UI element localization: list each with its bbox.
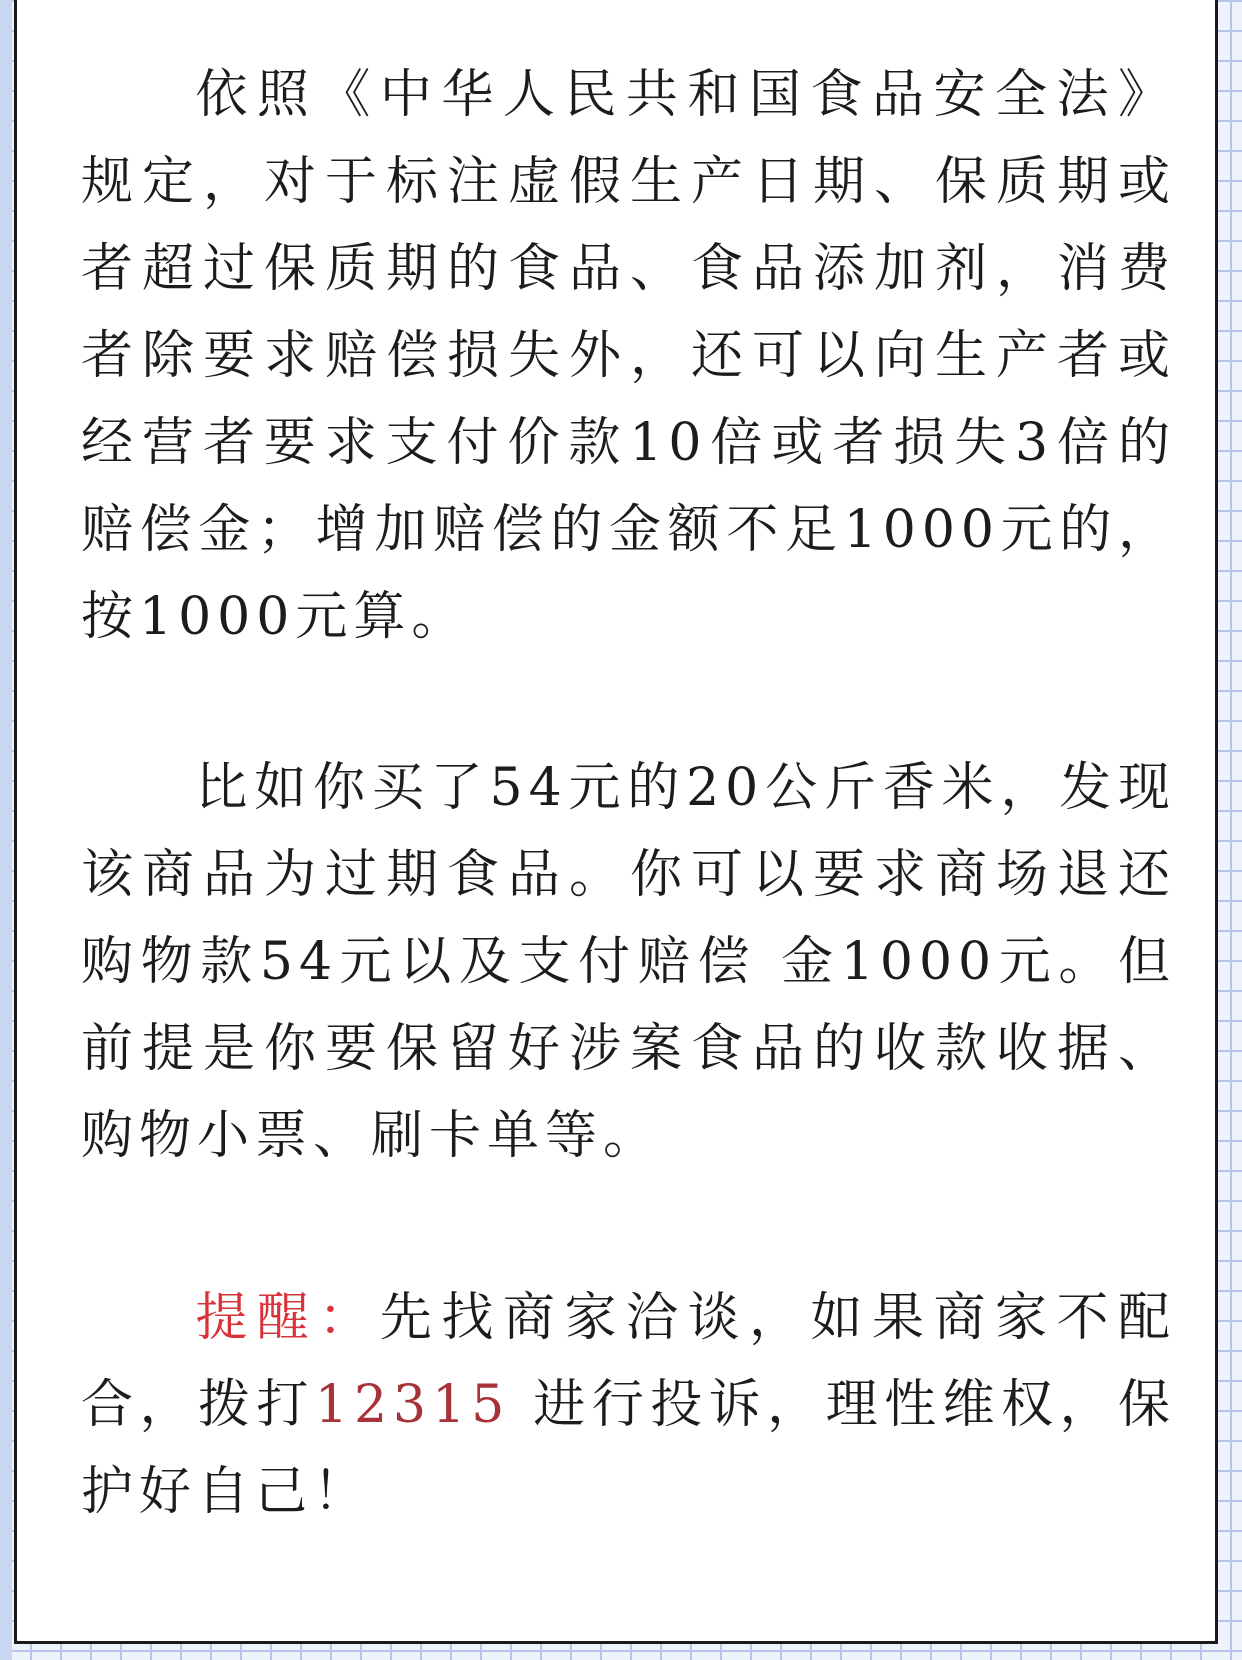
hotline-number: 12315 bbox=[314, 1375, 511, 1435]
left-margin-strip bbox=[0, 0, 12, 1660]
reminder-text-after: 进行投诉，理性维权，保护好自己！ bbox=[81, 1375, 1176, 1522]
paragraph-reminder bbox=[81, 1275, 1176, 1536]
paragraph-example: 比如你买了54元的20公斤香米，发现该商品为过期食品。你可以要求商场退还购物款54元以及支付赔偿 金1000元。但前提是你要保留好涉案食品的收款收据、购物小票、刷卡单等。 bbox=[81, 758, 1176, 1166]
reminder-text-before: 先找商家洽谈，如果商家不配合，拨打 bbox=[81, 1288, 1176, 1435]
document-page bbox=[14, 0, 1218, 1644]
reminder-label: 提醒： bbox=[195, 1288, 380, 1348]
paragraph-food-safety-law: 依照《中华人民共和国食品安全法》规定，对于标注虚假生产日期、保质期或者超过保质期的食品、食品添加剂，消费者除要求赔偿损失外，还可以向生产者或经营者要求支付价款10倍或者损失3倍的赔偿金；增加赔偿的金额不足1000元的，按1000元算。 bbox=[81, 65, 1176, 647]
